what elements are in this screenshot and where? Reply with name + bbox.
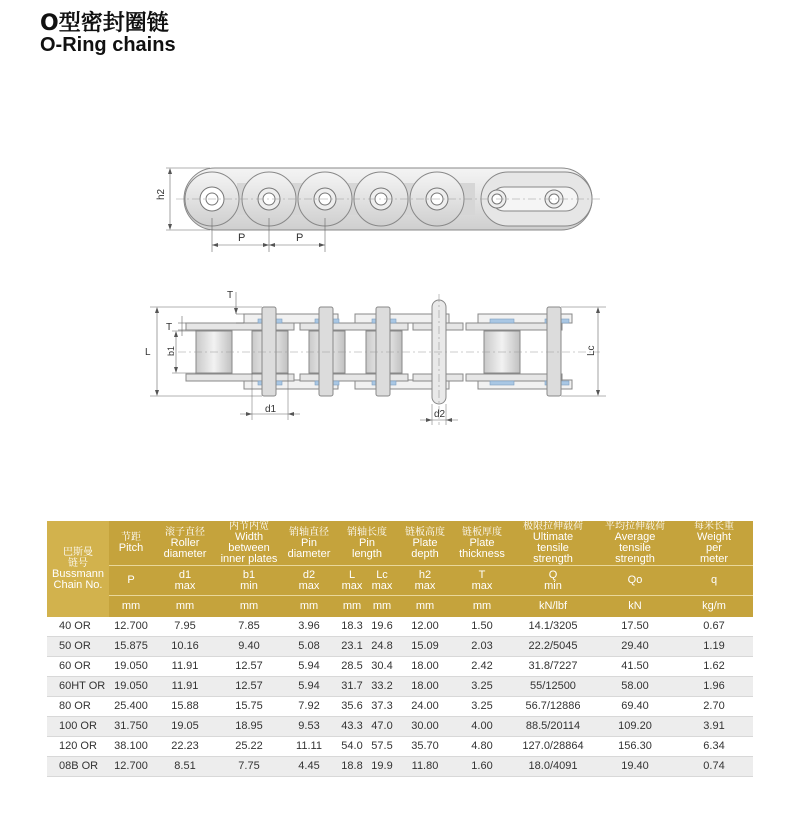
table-cell: 1.62 bbox=[675, 657, 753, 677]
chain-top-view bbox=[145, 290, 606, 425]
table-row bbox=[47, 637, 753, 657]
col-header-plate-thickness: 链板厚度 Plate thickness bbox=[453, 521, 511, 566]
col-header-pin-length: 销轴长度 Pin length bbox=[337, 521, 397, 566]
chain-no-cell: 50 OR bbox=[47, 637, 109, 657]
table-cell: 58.00 bbox=[595, 677, 675, 697]
table-cell: 9.53 bbox=[281, 717, 337, 737]
table-cell: 29.40 bbox=[595, 637, 675, 657]
table-cell: 15.88 bbox=[153, 697, 217, 717]
table-cell: 30.00 bbox=[397, 717, 453, 737]
table-cell: 19.40 bbox=[595, 757, 675, 777]
chain-no-cell: 100 OR bbox=[47, 717, 109, 737]
table-cell: 6.34 bbox=[675, 737, 753, 757]
col-header-inner-width: 内节内宽 Width between inner plates bbox=[217, 521, 281, 566]
table-cell: 7.95 bbox=[153, 617, 217, 637]
table-cell: 4.45 bbox=[281, 757, 337, 777]
table-cell: 19.6 bbox=[367, 617, 397, 637]
chain-no-cell: 08B OR bbox=[47, 757, 109, 777]
table-row bbox=[47, 737, 753, 757]
table-cell: 22.23 bbox=[153, 737, 217, 757]
table-cell: 15.09 bbox=[397, 637, 453, 657]
h2-label: h2 bbox=[156, 188, 167, 200]
col-header-pitch: 节距 Pitch bbox=[109, 521, 153, 566]
l-label: L bbox=[145, 347, 151, 358]
table-cell: 57.5 bbox=[367, 737, 397, 757]
table-row bbox=[47, 617, 753, 637]
table-cell: 11.91 bbox=[153, 677, 217, 697]
page-title-chinese: O型密封圈链 bbox=[40, 11, 169, 36]
table-row bbox=[47, 757, 753, 777]
table-row bbox=[47, 697, 753, 717]
table-cell: 17.50 bbox=[595, 617, 675, 637]
table-cell: 1.50 bbox=[453, 617, 511, 637]
table-cell: 9.40 bbox=[217, 637, 281, 657]
table-cell: 2.42 bbox=[453, 657, 511, 677]
col-header-pin-diameter: 销轴直径 Pin diameter bbox=[281, 521, 337, 566]
table-cell: 11.91 bbox=[153, 657, 217, 677]
table-cell: 41.50 bbox=[595, 657, 675, 677]
table-cell: 8.51 bbox=[153, 757, 217, 777]
table-cell: 7.85 bbox=[217, 617, 281, 637]
table-cell: 12.00 bbox=[397, 617, 453, 637]
table-cell: 18.00 bbox=[397, 677, 453, 697]
chain-header-cn-2: 链号 bbox=[68, 558, 88, 569]
table-row bbox=[47, 677, 753, 697]
table-cell: 25.400 bbox=[109, 697, 153, 717]
table-cell: 24.00 bbox=[397, 697, 453, 717]
table-cell: 15.875 bbox=[109, 637, 153, 657]
t-label-top: T bbox=[227, 290, 234, 301]
t-label-inner: T bbox=[166, 322, 173, 333]
table-cell: 56.7/12886 bbox=[511, 697, 595, 717]
table-cell: 18.0/4091 bbox=[511, 757, 595, 777]
table-cell: 47.0 bbox=[367, 717, 397, 737]
table-cell: 38.100 bbox=[109, 737, 153, 757]
table-row bbox=[47, 657, 753, 677]
table-cell: 54.0 bbox=[337, 737, 367, 757]
table-cell: 2.70 bbox=[675, 697, 753, 717]
table-cell: 19.9 bbox=[367, 757, 397, 777]
table-cell: 109.20 bbox=[595, 717, 675, 737]
table-cell: 55/12500 bbox=[511, 677, 595, 697]
table-cell: 12.57 bbox=[217, 677, 281, 697]
table-cell: 15.75 bbox=[217, 697, 281, 717]
table-cell: 2.03 bbox=[453, 637, 511, 657]
table-cell: 12.700 bbox=[109, 617, 153, 637]
table-cell: 18.00 bbox=[397, 657, 453, 677]
table-cell: 12.57 bbox=[217, 657, 281, 677]
table-cell: 19.05 bbox=[153, 717, 217, 737]
chain-no-cell: 120 OR bbox=[47, 737, 109, 757]
table-cell: 0.74 bbox=[675, 757, 753, 777]
table-cell: 19.050 bbox=[109, 657, 153, 677]
table-cell: 43.3 bbox=[337, 717, 367, 737]
table-cell: 5.94 bbox=[281, 657, 337, 677]
col-header-ultimate-strength: 极限拉伸载荷 Ultimate tensile strength bbox=[511, 521, 595, 566]
table-cell: 19.050 bbox=[109, 677, 153, 697]
b1-label: b1 bbox=[166, 345, 176, 356]
table-cell: 3.25 bbox=[453, 677, 511, 697]
table-cell: 31.8/7227 bbox=[511, 657, 595, 677]
table-cell: 1.60 bbox=[453, 757, 511, 777]
table-cell: 11.80 bbox=[397, 757, 453, 777]
chain-header-cn-1: 巴斯曼 bbox=[63, 547, 93, 558]
table-cell: 3.25 bbox=[453, 697, 511, 717]
chain-header-en-2: Chain No. bbox=[53, 579, 103, 591]
d2-label: d2 bbox=[434, 409, 446, 420]
table-cell: 1.96 bbox=[675, 677, 753, 697]
page-title-english: O-Ring chains bbox=[40, 34, 176, 56]
chain-no-cell: 60HT OR bbox=[47, 677, 109, 697]
table-row bbox=[47, 717, 753, 737]
table-cell: 4.00 bbox=[453, 717, 511, 737]
table-cell: 31.750 bbox=[109, 717, 153, 737]
chain-side-view bbox=[156, 168, 600, 252]
table-cell: 10.16 bbox=[153, 637, 217, 657]
table-cell: 5.08 bbox=[281, 637, 337, 657]
table-cell: 156.30 bbox=[595, 737, 675, 757]
table-cell: 3.91 bbox=[675, 717, 753, 737]
table-cell: 11.11 bbox=[281, 737, 337, 757]
table-cell: 22.2/5045 bbox=[511, 637, 595, 657]
col-header-weight: 每米长重 Weight per meter bbox=[675, 521, 753, 566]
col-header-plate-depth: 链板高度 Plate depth bbox=[397, 521, 453, 566]
table-cell: 3.96 bbox=[281, 617, 337, 637]
table-cell: 37.3 bbox=[367, 697, 397, 717]
pitch-label-2: P bbox=[296, 232, 304, 244]
table-cell: 35.70 bbox=[397, 737, 453, 757]
d1-label: d1 bbox=[265, 404, 277, 415]
table-cell: 30.4 bbox=[367, 657, 397, 677]
table-cell: 31.7 bbox=[337, 677, 367, 697]
table-cell: 25.22 bbox=[217, 737, 281, 757]
chain-no-cell: 80 OR bbox=[47, 697, 109, 717]
pitch-label-1: P bbox=[238, 232, 246, 244]
table-cell: 7.75 bbox=[217, 757, 281, 777]
lc-label: Lc bbox=[586, 345, 597, 356]
table-cell: 18.8 bbox=[337, 757, 367, 777]
table-head bbox=[47, 521, 753, 617]
table-cell: 23.1 bbox=[337, 637, 367, 657]
table-cell: 7.92 bbox=[281, 697, 337, 717]
spec-table bbox=[47, 521, 753, 777]
col-header-average-strength: 平均拉伸载荷 Average tensile strength bbox=[595, 521, 675, 566]
table-cell: 14.1/3205 bbox=[511, 617, 595, 637]
chain-header-en-1: Bussmann bbox=[52, 568, 104, 580]
table-cell: 5.94 bbox=[281, 677, 337, 697]
chain-no-cell: 60 OR bbox=[47, 657, 109, 677]
table-cell: 28.5 bbox=[337, 657, 367, 677]
table-cell: 35.6 bbox=[337, 697, 367, 717]
col-header-roller-diameter: 滚子直径 Roller diameter bbox=[153, 521, 217, 566]
table-cell: 1.19 bbox=[675, 637, 753, 657]
chain-no-cell: 40 OR bbox=[47, 617, 109, 637]
table-cell: 69.40 bbox=[595, 697, 675, 717]
table-cell: 18.3 bbox=[337, 617, 367, 637]
table-cell: 127.0/28864 bbox=[511, 737, 595, 757]
symbol-row: P d1 max b1 min d2 max L max Lc max h2 max T max Q min Qo q bbox=[47, 566, 753, 596]
unit-row: mm mm mm mm mm mm mm mm kN/lbf kN kg/m bbox=[47, 596, 753, 618]
chain-no-header bbox=[47, 521, 109, 617]
table-cell: 4.80 bbox=[453, 737, 511, 757]
table-cell: 24.8 bbox=[367, 637, 397, 657]
table-cell: 88.5/20114 bbox=[511, 717, 595, 737]
table-cell: 33.2 bbox=[367, 677, 397, 697]
table-cell: 12.700 bbox=[109, 757, 153, 777]
table-body bbox=[47, 617, 753, 777]
table-cell: 18.95 bbox=[217, 717, 281, 737]
table-cell: 0.67 bbox=[675, 617, 753, 637]
